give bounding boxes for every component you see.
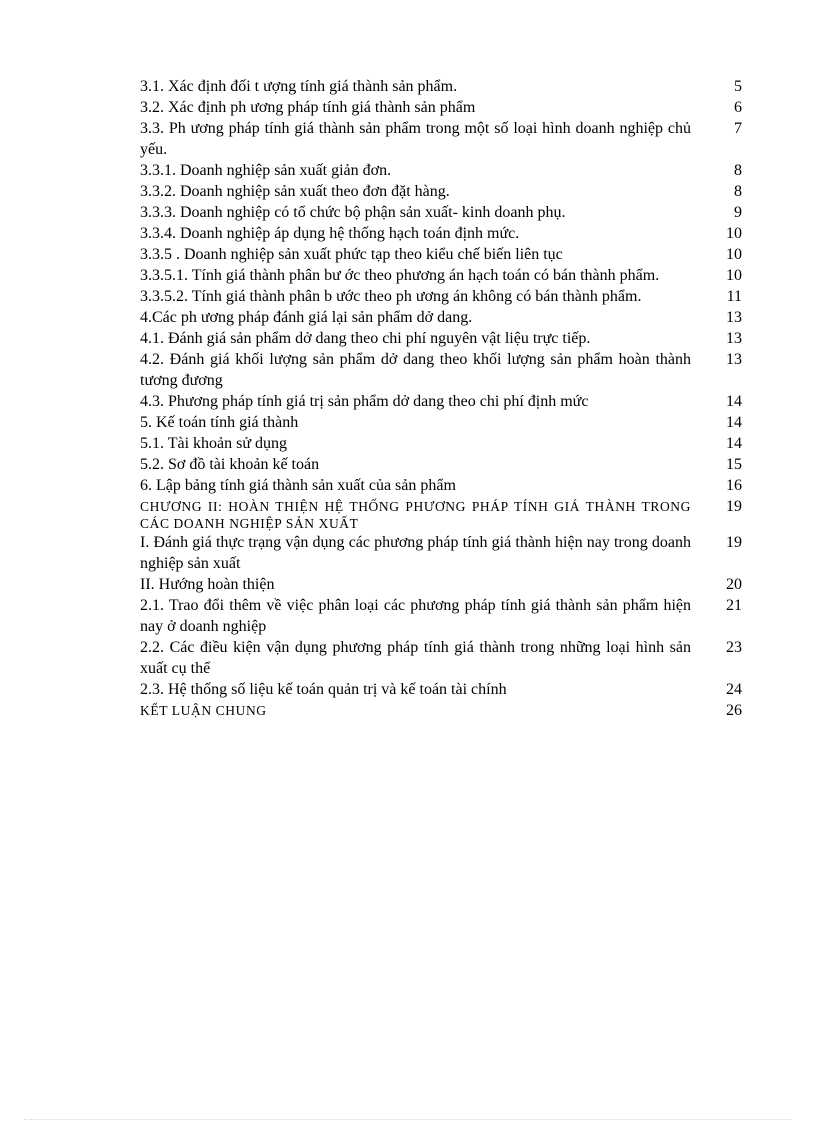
toc-page-number: 10	[726, 267, 742, 284]
toc-entry: II. Hướng hoàn thiện	[140, 576, 275, 593]
toc-row	[140, 223, 742, 244]
toc-entry: 5. Kế toán tính giá thành	[140, 414, 299, 431]
toc-entry: 3.3.1. Doanh nghiệp sản xuất giản đơn.	[140, 162, 392, 179]
toc-entry: CHƯƠNG II: HOÀN THIỆN HỆ THỐNG PHƯƠNG PHÁP TÍNH GIÁ THÀNH TRONG CÁC DOANH NGHIỆP SẢN XUẤT	[140, 499, 691, 531]
toc-row	[140, 244, 742, 265]
page-bottom-divider	[24, 1119, 792, 1120]
toc-page-number: 14	[726, 414, 742, 431]
toc-row	[140, 307, 742, 328]
toc-page-number: 6	[734, 99, 742, 116]
toc-page-number: 15	[726, 456, 742, 473]
toc-entry: 5.2. Sơ đồ tài khoản kế toán	[140, 456, 320, 473]
toc-page-number: 26	[726, 702, 742, 719]
toc-row	[140, 532, 742, 574]
toc-entry: 3.3. Ph ương pháp tính giá thành sản phẩm trong một số loại hình doanh nghiệp chủ yếu.	[140, 120, 691, 158]
toc-row	[140, 637, 742, 679]
toc-page-number: 21	[726, 597, 742, 614]
toc-page-number: 24	[726, 681, 742, 698]
toc-entry: 4.2. Đánh giá khối lượng sản phẩm dở dang theo khối lượng sản phẩm hoàn thành tương đương	[140, 351, 691, 389]
toc-entry: 2.1. Trao đổi thêm về việc phân loại các phương pháp tính giá thành sản phẩm hiện nay ở doanh nghiệp	[140, 597, 691, 635]
toc-page-number: 9	[734, 204, 742, 221]
toc-row	[140, 118, 742, 160]
toc-row	[140, 328, 742, 349]
toc-row	[140, 160, 742, 181]
toc-page-number: 11	[726, 288, 742, 305]
toc-entry: 3.3.2. Doanh nghiệp sản xuất theo đơn đặt hàng.	[140, 183, 450, 200]
toc-page-number: 10	[726, 225, 742, 242]
toc-entry: I. Đánh giá thực trạng vận dụng các phương pháp tính giá thành hiện nay trong doanh nghiệp sản xuất	[140, 534, 691, 572]
toc-page-number: 23	[726, 639, 742, 656]
toc-entry: 3.2. Xác định ph ương pháp tính giá thành sản phẩm	[140, 99, 476, 116]
toc-entry: 2.2. Các điều kiện vận dụng phương pháp tính giá thành trong những loại hình sản xuất cụ thể	[140, 639, 691, 677]
toc-page-number: 16	[726, 477, 742, 494]
toc-entry: 5.1. Tài khoản sử dụng	[140, 435, 288, 452]
toc-row	[140, 349, 742, 391]
toc-row	[140, 574, 742, 595]
toc-entry: 6. Lập bảng tính giá thành sản xuất của sản phẩm	[140, 477, 456, 494]
toc-row	[140, 433, 742, 454]
toc-entry: 3.3.3. Doanh nghiệp có tổ chức bộ phận sản xuất- kinh doanh phụ.	[140, 204, 566, 221]
toc-page-number: 19	[726, 534, 742, 551]
toc-page-number: 13	[726, 330, 742, 347]
toc-row	[140, 286, 742, 307]
toc-row	[140, 679, 742, 700]
toc-entry: 3.3.5.2. Tính giá thành phân b ước theo ph ương án không có bán thành phẩm.	[140, 288, 642, 305]
toc-page-number: 10	[726, 246, 742, 263]
toc-entry: 3.3.5.1. Tính giá thành phân bư ớc theo phương án hạch toán có bán thành phẩm.	[140, 267, 660, 284]
toc-entry: 4.Các ph ương pháp đánh giá lại sản phẩm dở dang.	[140, 309, 473, 326]
toc-page-number: 8	[734, 162, 742, 179]
toc-entry: KẾT LUẬN CHUNG	[140, 703, 267, 718]
toc-entry: 3.3.5 . Doanh nghiệp sản xuất phức tạp theo kiểu chế biến liên tục	[140, 246, 563, 263]
toc-row	[140, 454, 742, 475]
toc-row	[140, 595, 742, 637]
toc-page-number: 13	[726, 309, 742, 326]
toc-row	[140, 97, 742, 118]
toc-row	[140, 265, 742, 286]
toc-page-number: 8	[734, 183, 742, 200]
toc-entry: 3.1. Xác định đối t ượng tính giá thành sản phẩm.	[140, 78, 458, 95]
toc-row-conclusion	[140, 700, 742, 721]
toc-row	[140, 412, 742, 433]
toc-page-number: 14	[726, 435, 742, 452]
toc-page-number: 7	[734, 120, 742, 137]
toc-entry: 4.1. Đánh giá sản phẩm dở dang theo chi phí nguyên vật liệu trực tiếp.	[140, 330, 591, 347]
toc-row	[140, 475, 742, 496]
toc-page-number: 20	[726, 576, 742, 593]
toc-row	[140, 181, 742, 202]
toc-row	[140, 391, 742, 412]
toc-row-chapter-heading	[140, 496, 742, 532]
toc-row	[140, 76, 742, 97]
toc-entry: 2.3. Hệ thống số liệu kế toán quản trị và kế toán tài chính	[140, 681, 507, 698]
toc-page-number: 14	[726, 393, 742, 410]
toc-row	[140, 202, 742, 223]
toc-entry: 4.3. Phương pháp tính giá trị sản phẩm dở dang theo chi phí định mức	[140, 393, 589, 410]
table-of-contents	[140, 76, 742, 721]
toc-page-number: 5	[734, 78, 742, 95]
toc-page-number: 13	[726, 351, 742, 368]
toc-page-number: 19	[726, 498, 742, 515]
toc-entry: 3.3.4. Doanh nghiệp áp dụng hệ thống hạch toán định mức.	[140, 225, 520, 242]
